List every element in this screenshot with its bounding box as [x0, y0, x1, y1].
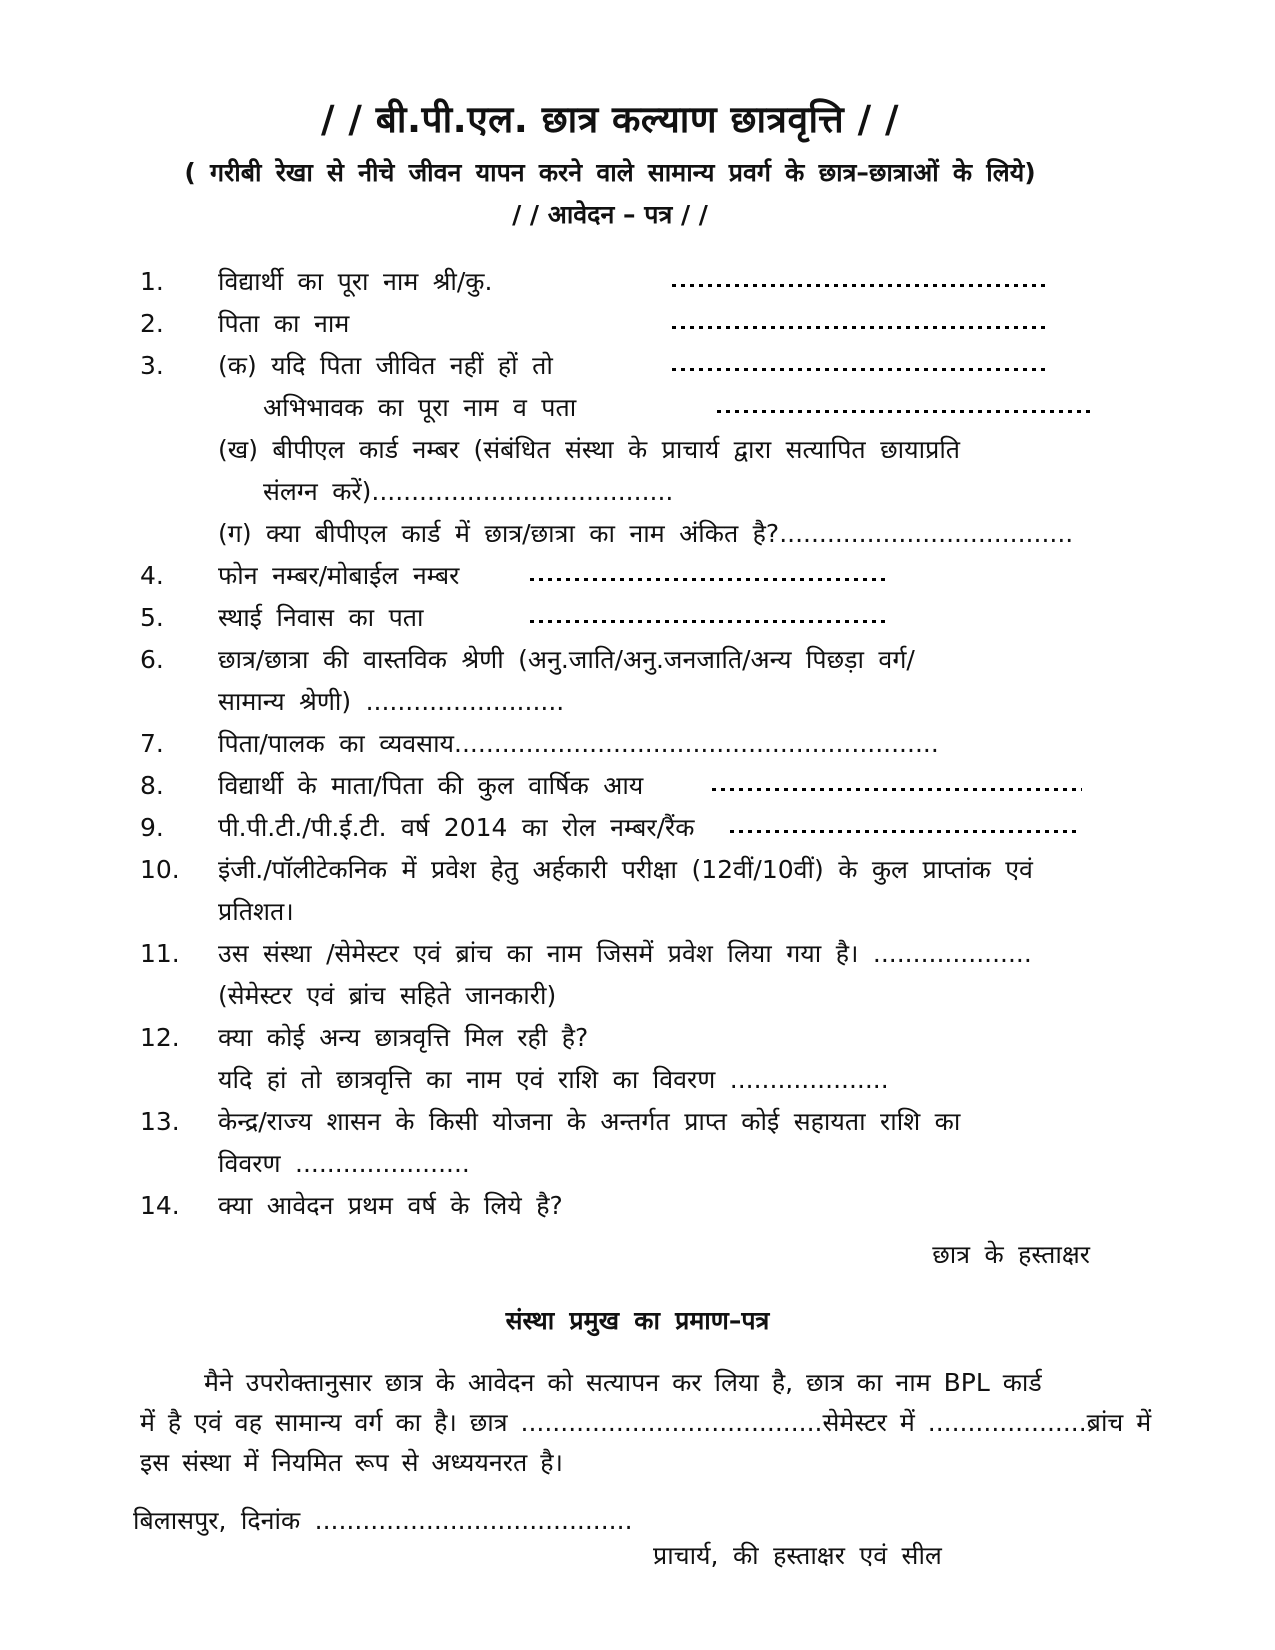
item-label: यदि हां तो छात्रवृत्ति का नाम एवं राशि का विवरण ....................: [218, 1065, 889, 1094]
dotted-fill-line: [530, 620, 890, 623]
form-item-govt-assistance: [140, 1101, 1140, 1143]
item-label: (क) यदि पिता जीवित नहीं हों तो: [218, 351, 553, 380]
item-label: सामान्य श्रेणी) .........................: [218, 687, 565, 716]
item-label: स्थाई निवास का पता: [218, 603, 424, 632]
certificate-line-3: इस संस्था में नियमित रूप से अध्ययनरत है।: [140, 1448, 563, 1477]
form-item-institution: [140, 933, 1140, 975]
item-number: 5.: [140, 603, 164, 632]
item-number: 10.: [140, 855, 180, 884]
place-date-line: बिलासपुर, दिनांक ........................................: [133, 1506, 633, 1535]
dotted-fill-line: [672, 368, 1050, 371]
principal-signature-label: प्राचार्य, की हस्ताक्षर एवं सील: [653, 1541, 942, 1570]
item-label: केन्द्र/राज्य शासन के किसी योजना के अन्तर्गत प्राप्त कोई सहायता राशि का: [218, 1107, 961, 1136]
item-label: छात्र/छात्रा की वास्तविक श्रेणी (अनु.जाति/अनु.जनजाति/अन्य पिछड़ा वर्ग/: [218, 645, 915, 674]
form-item-bpl-card-c: [140, 513, 1140, 555]
dotted-fill-line: [530, 578, 890, 581]
student-signature-label: छात्र के हस्ताक्षर: [932, 1240, 1090, 1269]
item-label: अभिभावक का पूरा नाम व पता: [263, 393, 577, 422]
form-item-govt-assistance-2: [140, 1143, 1140, 1185]
numbered-form-list: [140, 261, 1140, 1227]
item-number: 12.: [140, 1023, 180, 1052]
item-label: (ख) बीपीएल कार्ड नम्बर (संबंधित संस्था के प्राचार्य द्वारा सत्यापित छायाप्रति: [218, 435, 961, 464]
form-item-phone: [140, 555, 1140, 597]
item-label: पिता/पालक का व्यवसाय.............................................................: [218, 729, 939, 758]
form-item-guardian-address: [140, 387, 1140, 429]
certificate-line-1: मैने उपरोक्तानुसार छात्र के आवेदन को सत्यापन कर लिया है, छात्र का नाम BPL कार्ड: [204, 1368, 1042, 1397]
form-item-other-scholarship: [140, 1017, 1140, 1059]
item-number: 2.: [140, 309, 164, 338]
item-label: (ग) क्या बीपीएल कार्ड में छात्र/छात्रा का नाम अंकित है?.....................................: [218, 519, 1074, 548]
form-item-ppt-pet-roll: [140, 807, 1140, 849]
form-item-category-2: [140, 681, 1140, 723]
item-number: 6.: [140, 645, 164, 674]
form-item-first-year: [140, 1185, 1140, 1227]
form-item-address: [140, 597, 1140, 639]
application-form-heading: / / आवेदन – पत्र / /: [512, 200, 708, 229]
item-label: क्या कोई अन्य छात्रवृत्ति मिल रही है?: [218, 1023, 589, 1052]
item-label: संलग्न करें)......................................: [263, 477, 674, 506]
item-number: 8.: [140, 771, 164, 800]
item-label: विद्यार्थी के माता/पिता की कुल वार्षिक आय: [218, 771, 644, 800]
item-label: विवरण ......................: [218, 1149, 470, 1178]
dotted-fill-line: [712, 788, 1082, 791]
item-label: इंजी./पॉलीटेकनिक में प्रवेश हेतु अर्हकारी परीक्षा (12वीं/10वीं) के कुल प्राप्तांक एवं: [218, 855, 1033, 884]
form-item-institution-2: [140, 975, 1140, 1017]
form-item-bpl-card-b: [140, 429, 1140, 471]
form-item-qualifying-marks-2: [140, 891, 1140, 933]
page-title: / / बी.पी.एल. छात्र कल्याण छात्रवृत्ति / /: [321, 98, 899, 141]
item-number: 7.: [140, 729, 164, 758]
dotted-fill-line: [672, 284, 1050, 287]
item-label: विद्यार्थी का पूरा नाम श्री/कु.: [218, 267, 493, 296]
item-label: पी.पी.टी./पी.ई.टी. वर्ष 2014 का रोल नम्बर/रैंक: [218, 813, 695, 842]
form-item-guardian-a: [140, 345, 1140, 387]
certificate-paragraph: [140, 1363, 1150, 1483]
item-number: 14.: [140, 1191, 180, 1220]
item-label: फोन नम्बर/मोबाईल नम्बर: [218, 561, 460, 590]
item-number: 4.: [140, 561, 164, 590]
form-item-category: [140, 639, 1140, 681]
form-header: [130, 0, 1090, 231]
item-label: उस संस्था /सेमेस्टर एवं ब्रांच का नाम जिसमें प्रवेश लिया गया है। ....................: [218, 939, 1032, 968]
dotted-fill-line: [717, 410, 1095, 413]
dotted-fill-line: [672, 326, 1050, 329]
certificate-heading: संस्था प्रमुख का प्रमाण–पत्र: [505, 1306, 770, 1335]
form-item-qualifying-marks: [140, 849, 1140, 891]
item-number: 9.: [140, 813, 164, 842]
form-footer: [133, 1503, 1150, 1573]
item-label: प्रतिशत।: [218, 897, 294, 926]
certificate-line-2: में है एवं वह सामान्य वर्ग का है। छात्र ......................................सेमेस्टर में ....................ब्रांच में: [140, 1408, 1152, 1437]
item-label: (सेमेस्टर एवं ब्रांच सहिते जानकारी): [218, 981, 557, 1010]
item-label: क्या आवेदन प्रथम वर्ष के लिये है?: [218, 1191, 563, 1220]
form-item-other-scholarship-2: [140, 1059, 1140, 1101]
form-item-annual-income: [140, 765, 1140, 807]
item-number: 1.: [140, 267, 164, 296]
form-item-occupation: [140, 723, 1140, 765]
dotted-fill-line: [730, 830, 1080, 833]
item-number: 3.: [140, 351, 164, 380]
form-item-father-name: [140, 303, 1140, 345]
form-item-bpl-card-b2: [140, 471, 1140, 513]
page-subtitle: ( गरीबी रेखा से नीचे जीवन यापन करने वाले सामान्य प्रवर्ग के छात्र–छात्राओं के लिये): [184, 158, 1036, 187]
item-number: 13.: [140, 1107, 180, 1136]
item-label: पिता का नाम: [218, 309, 350, 338]
form-item-student-name: [140, 261, 1140, 303]
item-number: 11.: [140, 939, 180, 968]
